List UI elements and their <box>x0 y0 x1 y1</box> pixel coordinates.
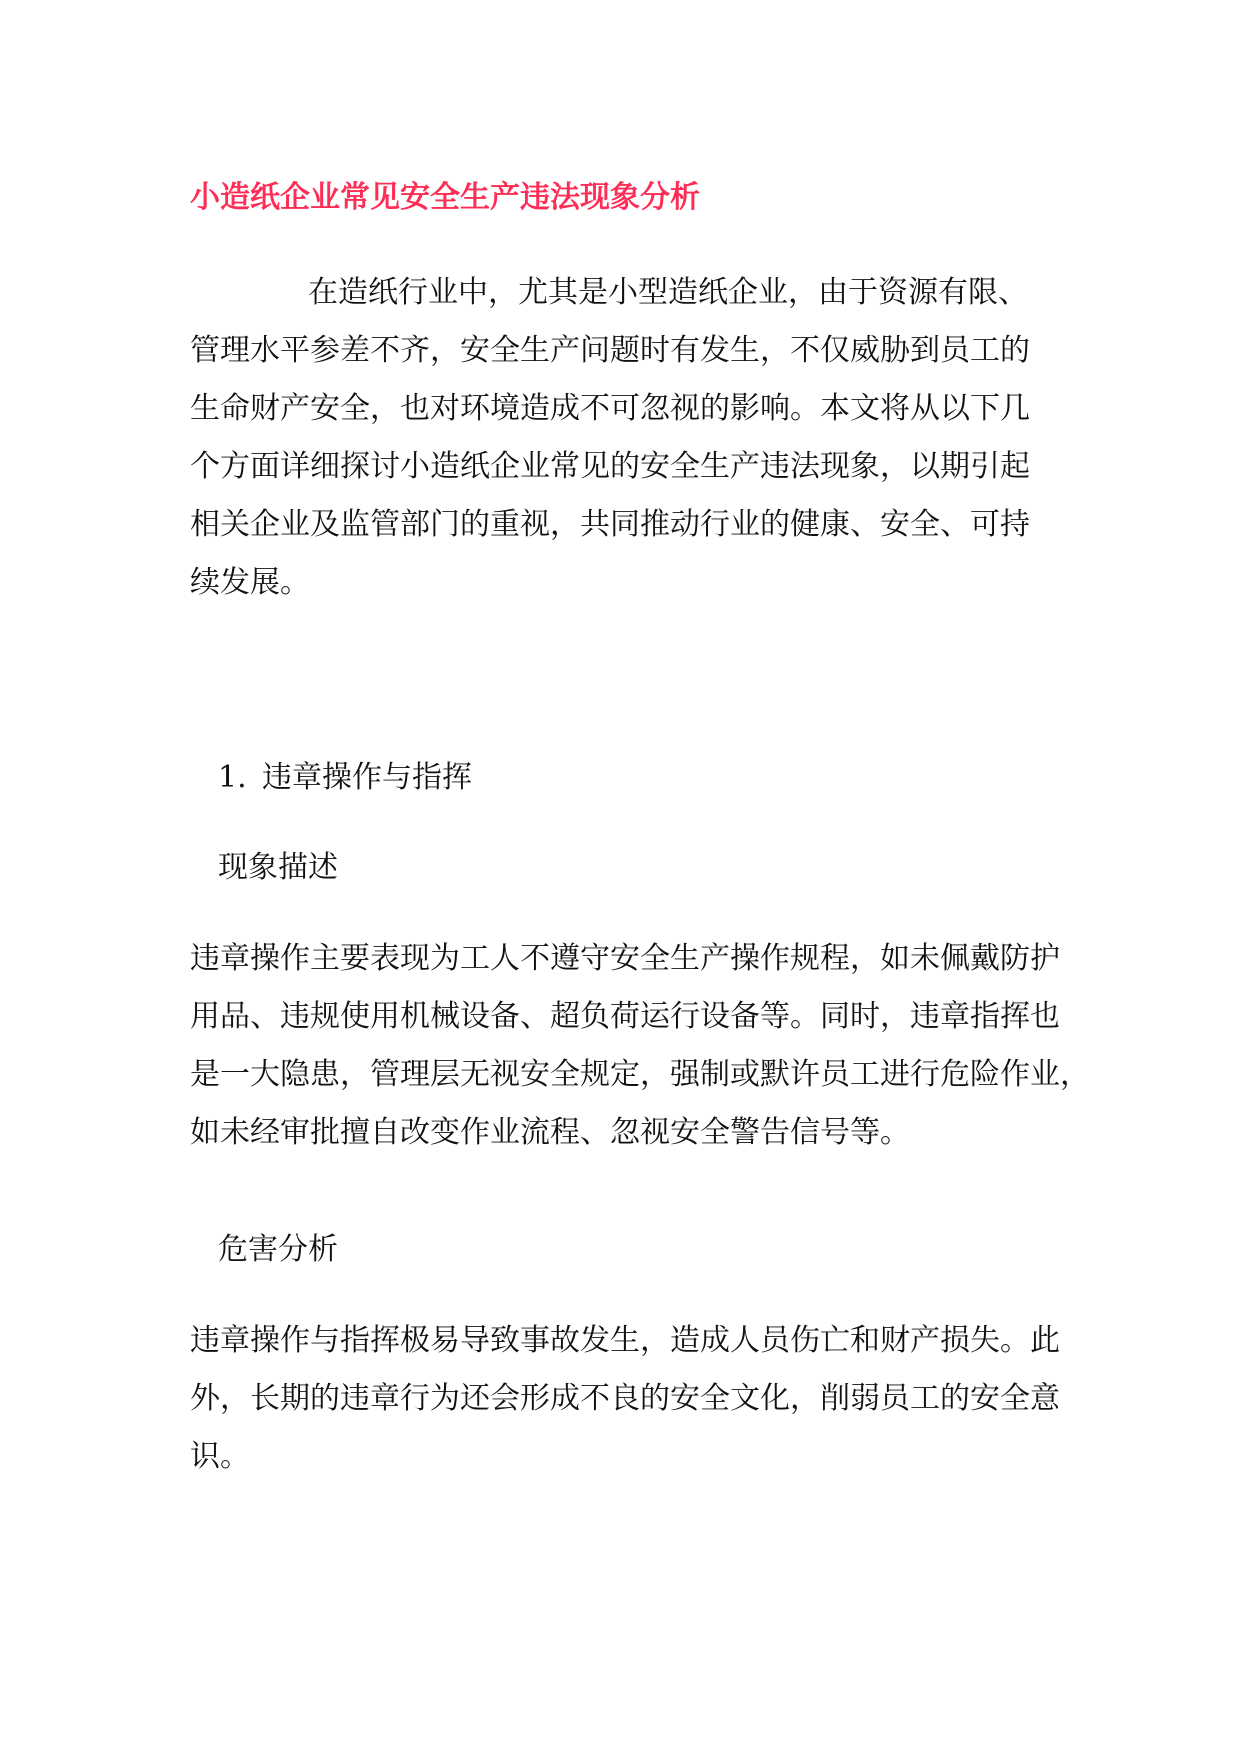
section-heading-text: 违章操作与指挥 <box>262 760 472 795</box>
harm-line: 外，长期的违章行为还会形成不良的安全文化，削弱员工的安全意 <box>190 1381 1060 1416</box>
intro-line: 在造纸行业中，尤其是小型造纸企业，由于资源有限、 <box>308 275 1028 310</box>
description-line: 是一大隐患，管理层无视安全规定，强制或默许员工进行危险作业， <box>190 1057 1090 1092</box>
subheading-description: 现象描述 <box>218 850 338 885</box>
intro-line: 管理水平参差不齐，安全生产问题时有发生，不仅威胁到员工的 <box>190 333 1030 368</box>
description-line: 违章操作主要表现为工人不遵守安全生产操作规程，如未佩戴防护 <box>190 941 1060 976</box>
subheading-harm: 危害分析 <box>218 1232 338 1267</box>
intro-line: 相关企业及监管部门的重视，共同推动行业的健康、安全、可持 <box>190 507 1030 542</box>
document-title: 小造纸企业常见安全生产违法现象分析 <box>190 180 700 215</box>
harm-paragraph <box>190 1312 1060 1486</box>
intro-line: 续发展。 <box>190 565 310 600</box>
description-line: 用品、违规使用机械设备、超负荷运行设备等。同时，违章指挥也 <box>190 999 1060 1034</box>
section-heading <box>218 758 472 798</box>
section-number: 1. <box>218 760 247 795</box>
intro-paragraph <box>190 264 1060 612</box>
intro-line: 个方面详细探讨小造纸企业常见的安全生产违法现象，以期引起 <box>190 449 1030 484</box>
intro-line: 生命财产安全，也对环境造成不可忽视的影响。本文将从以下几 <box>190 391 1030 426</box>
description-paragraph <box>190 930 1090 1162</box>
description-line: 如未经审批擅自改变作业流程、忽视安全警告信号等。 <box>190 1115 910 1150</box>
harm-line: 违章操作与指挥极易导致事故发生，造成人员伤亡和财产损失。此 <box>190 1323 1060 1358</box>
harm-line: 识。 <box>190 1439 250 1474</box>
